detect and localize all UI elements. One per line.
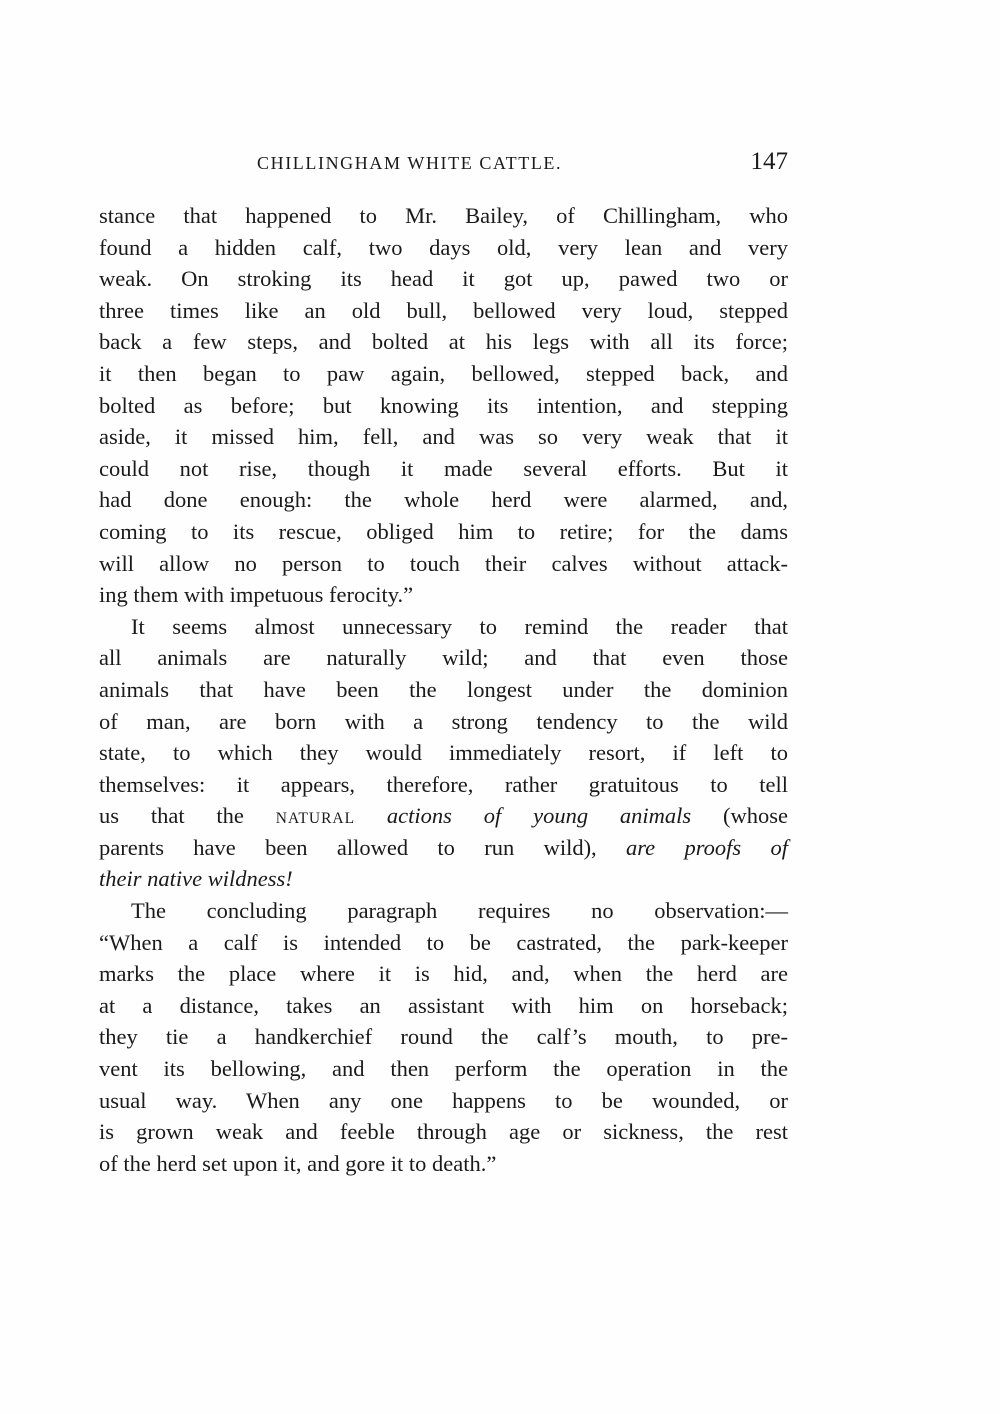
text-line: aside, it missed him, fell, and was so very weak that it — [99, 424, 788, 450]
text-line: state, to which they would immediately resort, if left to — [99, 740, 788, 766]
text-line — [99, 863, 788, 895]
text-line: themselves: it appears, therefore, rather gratuitous to tell — [99, 771, 788, 797]
text-line: of the herd set upon it, and gore it to death.” — [99, 1150, 497, 1176]
text-line: it then began to paw again, bellowed, stepped back, and — [99, 360, 788, 386]
text-line: will allow no person to touch their calves without attack- — [99, 550, 788, 576]
text-line: had done enough: the whole herd were alarmed, and, — [99, 487, 788, 513]
text-line: animals that have been the longest under the dominion — [99, 676, 788, 702]
text-line: “When a calf is intended to be castrated, the park-keeper — [99, 929, 788, 955]
text-line: vent its bellowing, and then perform the operation in the — [99, 1056, 788, 1082]
text-line — [99, 832, 788, 864]
text-line: at a distance, takes an assistant with him on horseback; — [99, 992, 788, 1018]
text-line: could not rise, though it made several efforts. But it — [99, 455, 788, 481]
italic-phrase: their native wildness! — [99, 866, 293, 892]
text-line: back a few steps, and bolted at his legs with all its force; — [99, 329, 788, 355]
page-number: 147 — [750, 148, 788, 175]
text-line: all animals are naturally wild; and that even those — [99, 645, 788, 671]
text-line: three times like an old bull, bellowed very loud, stepped — [99, 297, 788, 323]
italic-phrase: actions of young animals — [355, 803, 692, 829]
text-line: of man, are born with a strong tendency to the wild — [99, 708, 788, 734]
text-line: stance that happened to Mr. Bailey, of Chillingham, who — [99, 203, 788, 228]
text-line: marks the place where it is hid, and, when the herd are — [99, 961, 788, 987]
line-segment: parents have been allowed to run wild), — [99, 834, 627, 860]
text-line: found a hidden calf, two days old, very lean and very — [99, 234, 788, 260]
text-line: weak. On stroking its head it got up, pawed two or — [99, 266, 788, 292]
smallcaps-word: NATURAL — [275, 810, 356, 828]
text-line: bolted as before; but knowing its intention, and stepping — [99, 392, 788, 418]
line-segment: us that the — [99, 803, 276, 829]
text-line: ing them with impetuous ferocity.” — [99, 582, 414, 608]
text-line: is grown weak and feeble through age or sickness, the rest — [99, 1119, 788, 1145]
text-line — [99, 800, 788, 832]
italic-phrase: are proofs of — [626, 834, 788, 860]
text-line: The concluding paragraph requires no observation:— — [131, 898, 788, 924]
line-segment: (whose — [691, 803, 789, 829]
text-line: coming to its rescue, obliged him to retire; for the dams — [99, 518, 788, 544]
running-head: CHILLINGHAM WHITE CATTLE. — [257, 153, 563, 173]
page-header — [99, 148, 788, 184]
body-text — [99, 200, 788, 1179]
text-line: usual way. When any one happens to be wounded, or — [99, 1087, 788, 1113]
text-line: they tie a handkerchief round the calf’s mouth, to pre- — [99, 1024, 788, 1050]
text-line: It seems almost unnecessary to remind the reader that — [131, 613, 788, 639]
